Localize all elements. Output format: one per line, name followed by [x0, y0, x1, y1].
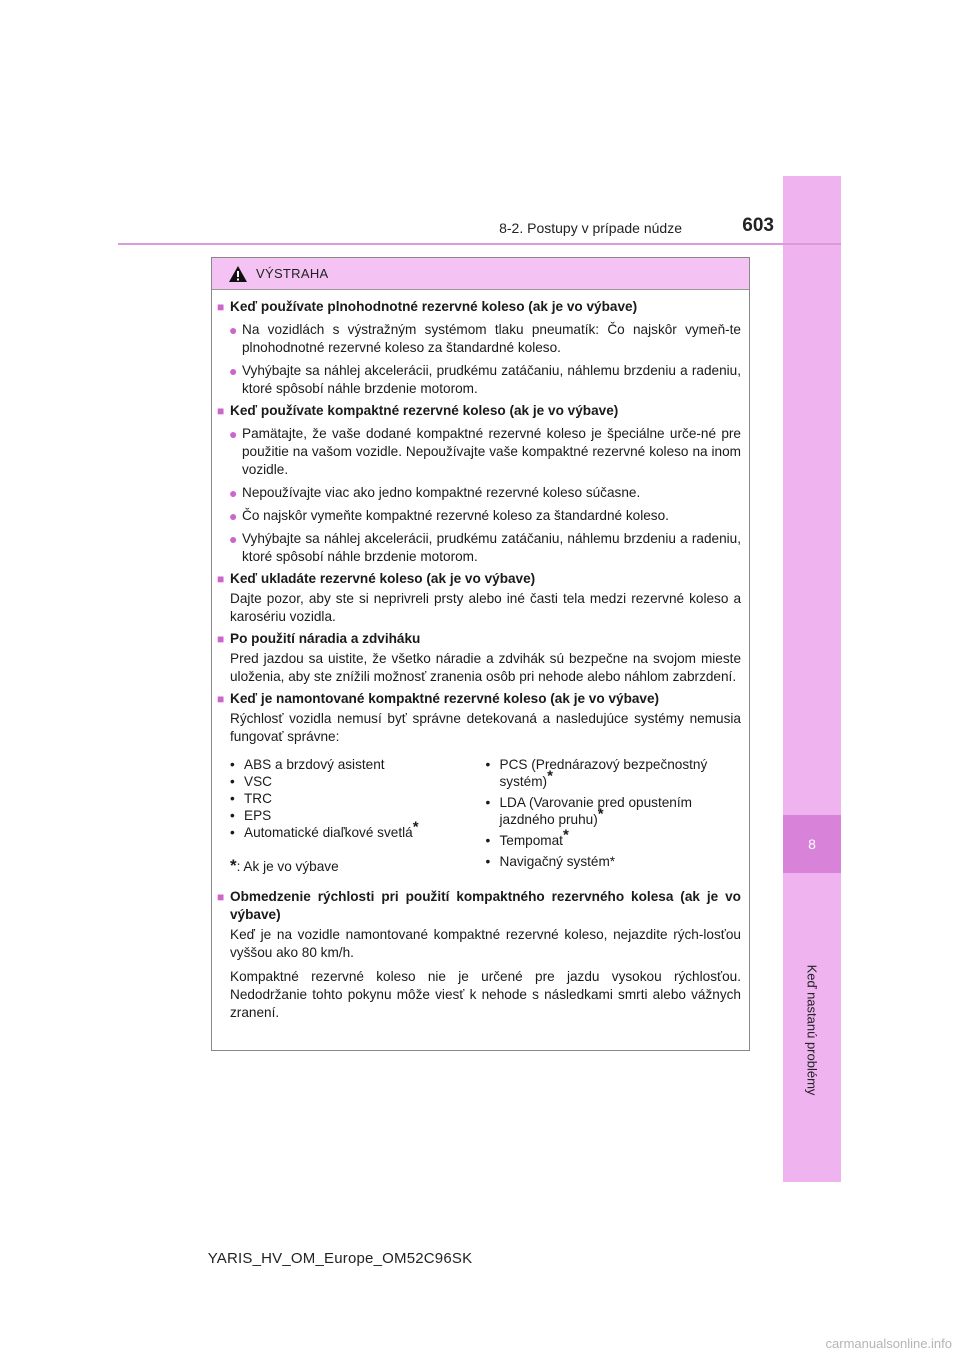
footnote-text: : Ak je vo výbave: [236, 859, 339, 874]
header-rule: [118, 243, 841, 245]
list-item: [217, 530, 741, 566]
list-item: • Tempomat*: [485, 826, 569, 848]
circle-bullet-icon: ●: [229, 363, 238, 379]
circle-bullet-icon: ●: [229, 508, 238, 524]
warning-title: VÝSTRAHA: [256, 266, 329, 281]
paragraph: Pred jazdou sa uistite, že všetko náradie a zdvihák sú bezpečne na svojom mieste uloženia, aby ste znížili možnosť zranenia osôb pri nehode alebo náhlom zabrzdení.: [230, 651, 741, 684]
system-name: Tempomat: [499, 833, 563, 848]
document-code: YARIS_HV_OM_Europe_OM52C96SK: [207, 1250, 473, 1267]
system-name: LDA (Varovanie pred opustením jazdného pruhu): [499, 795, 692, 827]
warning-triangle-icon: [228, 265, 248, 283]
square-bullet-icon: ■: [217, 692, 225, 706]
list-item-text: Na vozidlách s výstražným systémom tlaku pneumatík: Čo najskôr vymeň-te plnohodnotné rezervné koleso za štandardné koleso.: [242, 322, 741, 355]
systems-column-right: [486, 756, 742, 876]
footnote-mark: *: [597, 805, 604, 823]
system-name: PCS (Prednárazový bezpečnostný systém): [499, 757, 708, 789]
footnote-mark: *: [547, 767, 553, 785]
list-item-text: Nepoužívajte viac ako jedno kompaktné rezervné koleso súčasne.: [242, 485, 641, 500]
paragraph: Rýchlosť vozidla nemusí byť správne detekovaná a nasledujúce systémy nemusia fungovať správne:: [230, 711, 741, 744]
warning-header: [212, 258, 749, 290]
system-name: EPS: [244, 808, 272, 823]
paragraph: Keď je na vozidle namontované kompaktné rezervné koleso, nejazdite rých-losťou vyššou ako 80 km/h.: [230, 927, 741, 960]
list-item: • VSC: [230, 774, 272, 789]
list-item: [217, 484, 741, 502]
chapter-number: 8: [783, 815, 841, 873]
list-item: • LDA (Varovanie pred opustením jazdného pruhu)*: [485, 795, 692, 827]
section-heading: [217, 690, 741, 708]
heading-text: Obmedzenie rýchlosti pri použití kompaktného rezervného kolesa (ak je vo výbave): [230, 889, 741, 922]
chapter-label: Keď nastanú problémy: [804, 964, 820, 1096]
warning-box: [211, 257, 750, 1051]
list-item: [217, 507, 741, 525]
square-bullet-icon: ■: [217, 632, 225, 646]
paragraph: Dajte pozor, aby ste si neprivreli prsty alebo iné časti tela medzi rezervné koleso a karosériu vozidla.: [230, 591, 741, 624]
circle-bullet-icon: ●: [229, 531, 238, 547]
system-name: TRC: [244, 791, 272, 806]
footnote-mark: *: [230, 856, 237, 875]
systems-column-left: [230, 756, 486, 876]
list-item-text: Čo najskôr vymeňte kompaktné rezervné koleso za štandardné koleso.: [242, 508, 669, 523]
list-item: • TRC: [230, 791, 272, 806]
page-number: 603: [742, 215, 774, 236]
list-item: [217, 321, 741, 357]
heading-text: Keď je namontované kompaktné rezervné koleso (ak je vo výbave): [230, 691, 660, 706]
system-name: Navigačný systém*: [499, 854, 616, 869]
list-item-text: Pamätajte, že vaše dodané kompaktné rezervné koleso je špeciálne urče-né pre použitie na vašom vozidle. Nepoužívajte vaše kompaktné rezervné koleso na inom vozidle.: [242, 426, 741, 477]
square-bullet-icon: ■: [217, 300, 225, 314]
heading-text: Keď ukladáte rezervné koleso (ak je vo výbave): [230, 571, 536, 586]
footnote-mark: *: [412, 818, 419, 836]
watermark: carmanualsonline.info: [825, 1336, 952, 1351]
list-item: [217, 362, 741, 398]
paragraph: Kompaktné rezervné koleso nie je určené pre jazdu vysokou rýchlosťou. Nedodržanie tohto pokynu môže viesť k nehode s následkami smrti alebo vážnych zranení.: [230, 969, 741, 1020]
circle-bullet-icon: ●: [229, 485, 238, 501]
list-item: • PCS (Prednárazový bezpečnostný systém)*: [485, 757, 708, 789]
list-item: • ABS a brzdový asistent: [230, 757, 385, 772]
section-heading: [217, 570, 741, 588]
circle-bullet-icon: ●: [229, 322, 238, 338]
list-item: • Automatické diaľkové svetlá*: [230, 818, 419, 840]
list-item-text: Vyhýbajte sa náhlej akcelerácii, prudkému zatáčaniu, náhlemu brzdeniu a radeniu, ktoré spôsobí náhle brzdenie motorom.: [242, 363, 741, 396]
footnote-mark: *: [562, 826, 569, 844]
square-bullet-icon: ■: [217, 572, 225, 586]
section-heading: [217, 888, 741, 924]
section-heading: [217, 298, 741, 316]
list-item-text: Vyhýbajte sa náhlej akcelerácii, prudkému zatáčaniu, náhlemu brzdeniu a radeniu, ktoré spôsobí náhle brzdenie motorom.: [242, 531, 741, 564]
system-name: Automatické diaľkové svetlá: [244, 825, 413, 840]
heading-text: Po použití náradia a zdviháku: [230, 631, 421, 646]
list-item: • Navigačný systém*: [485, 854, 616, 869]
section-heading: [217, 630, 741, 648]
square-bullet-icon: ■: [217, 890, 225, 904]
list-item: [217, 425, 741, 479]
section-title: 8-2. Postupy v prípade núdze: [499, 220, 682, 236]
warning-body: [212, 290, 749, 1022]
affected-systems: [217, 756, 741, 876]
system-name: ABS a brzdový asistent: [244, 757, 385, 772]
system-name: VSC: [244, 774, 272, 789]
section-heading: [217, 402, 741, 420]
heading-text: Keď používate plnohodnotné rezervné koleso (ak je vo výbave): [230, 299, 638, 314]
square-bullet-icon: ■: [217, 404, 225, 418]
footnote: [230, 857, 486, 876]
list-item: • EPS: [230, 808, 272, 823]
heading-text: Keď používate kompaktné rezervné koleso (ak je vo výbave): [230, 403, 619, 418]
circle-bullet-icon: ●: [229, 426, 238, 442]
